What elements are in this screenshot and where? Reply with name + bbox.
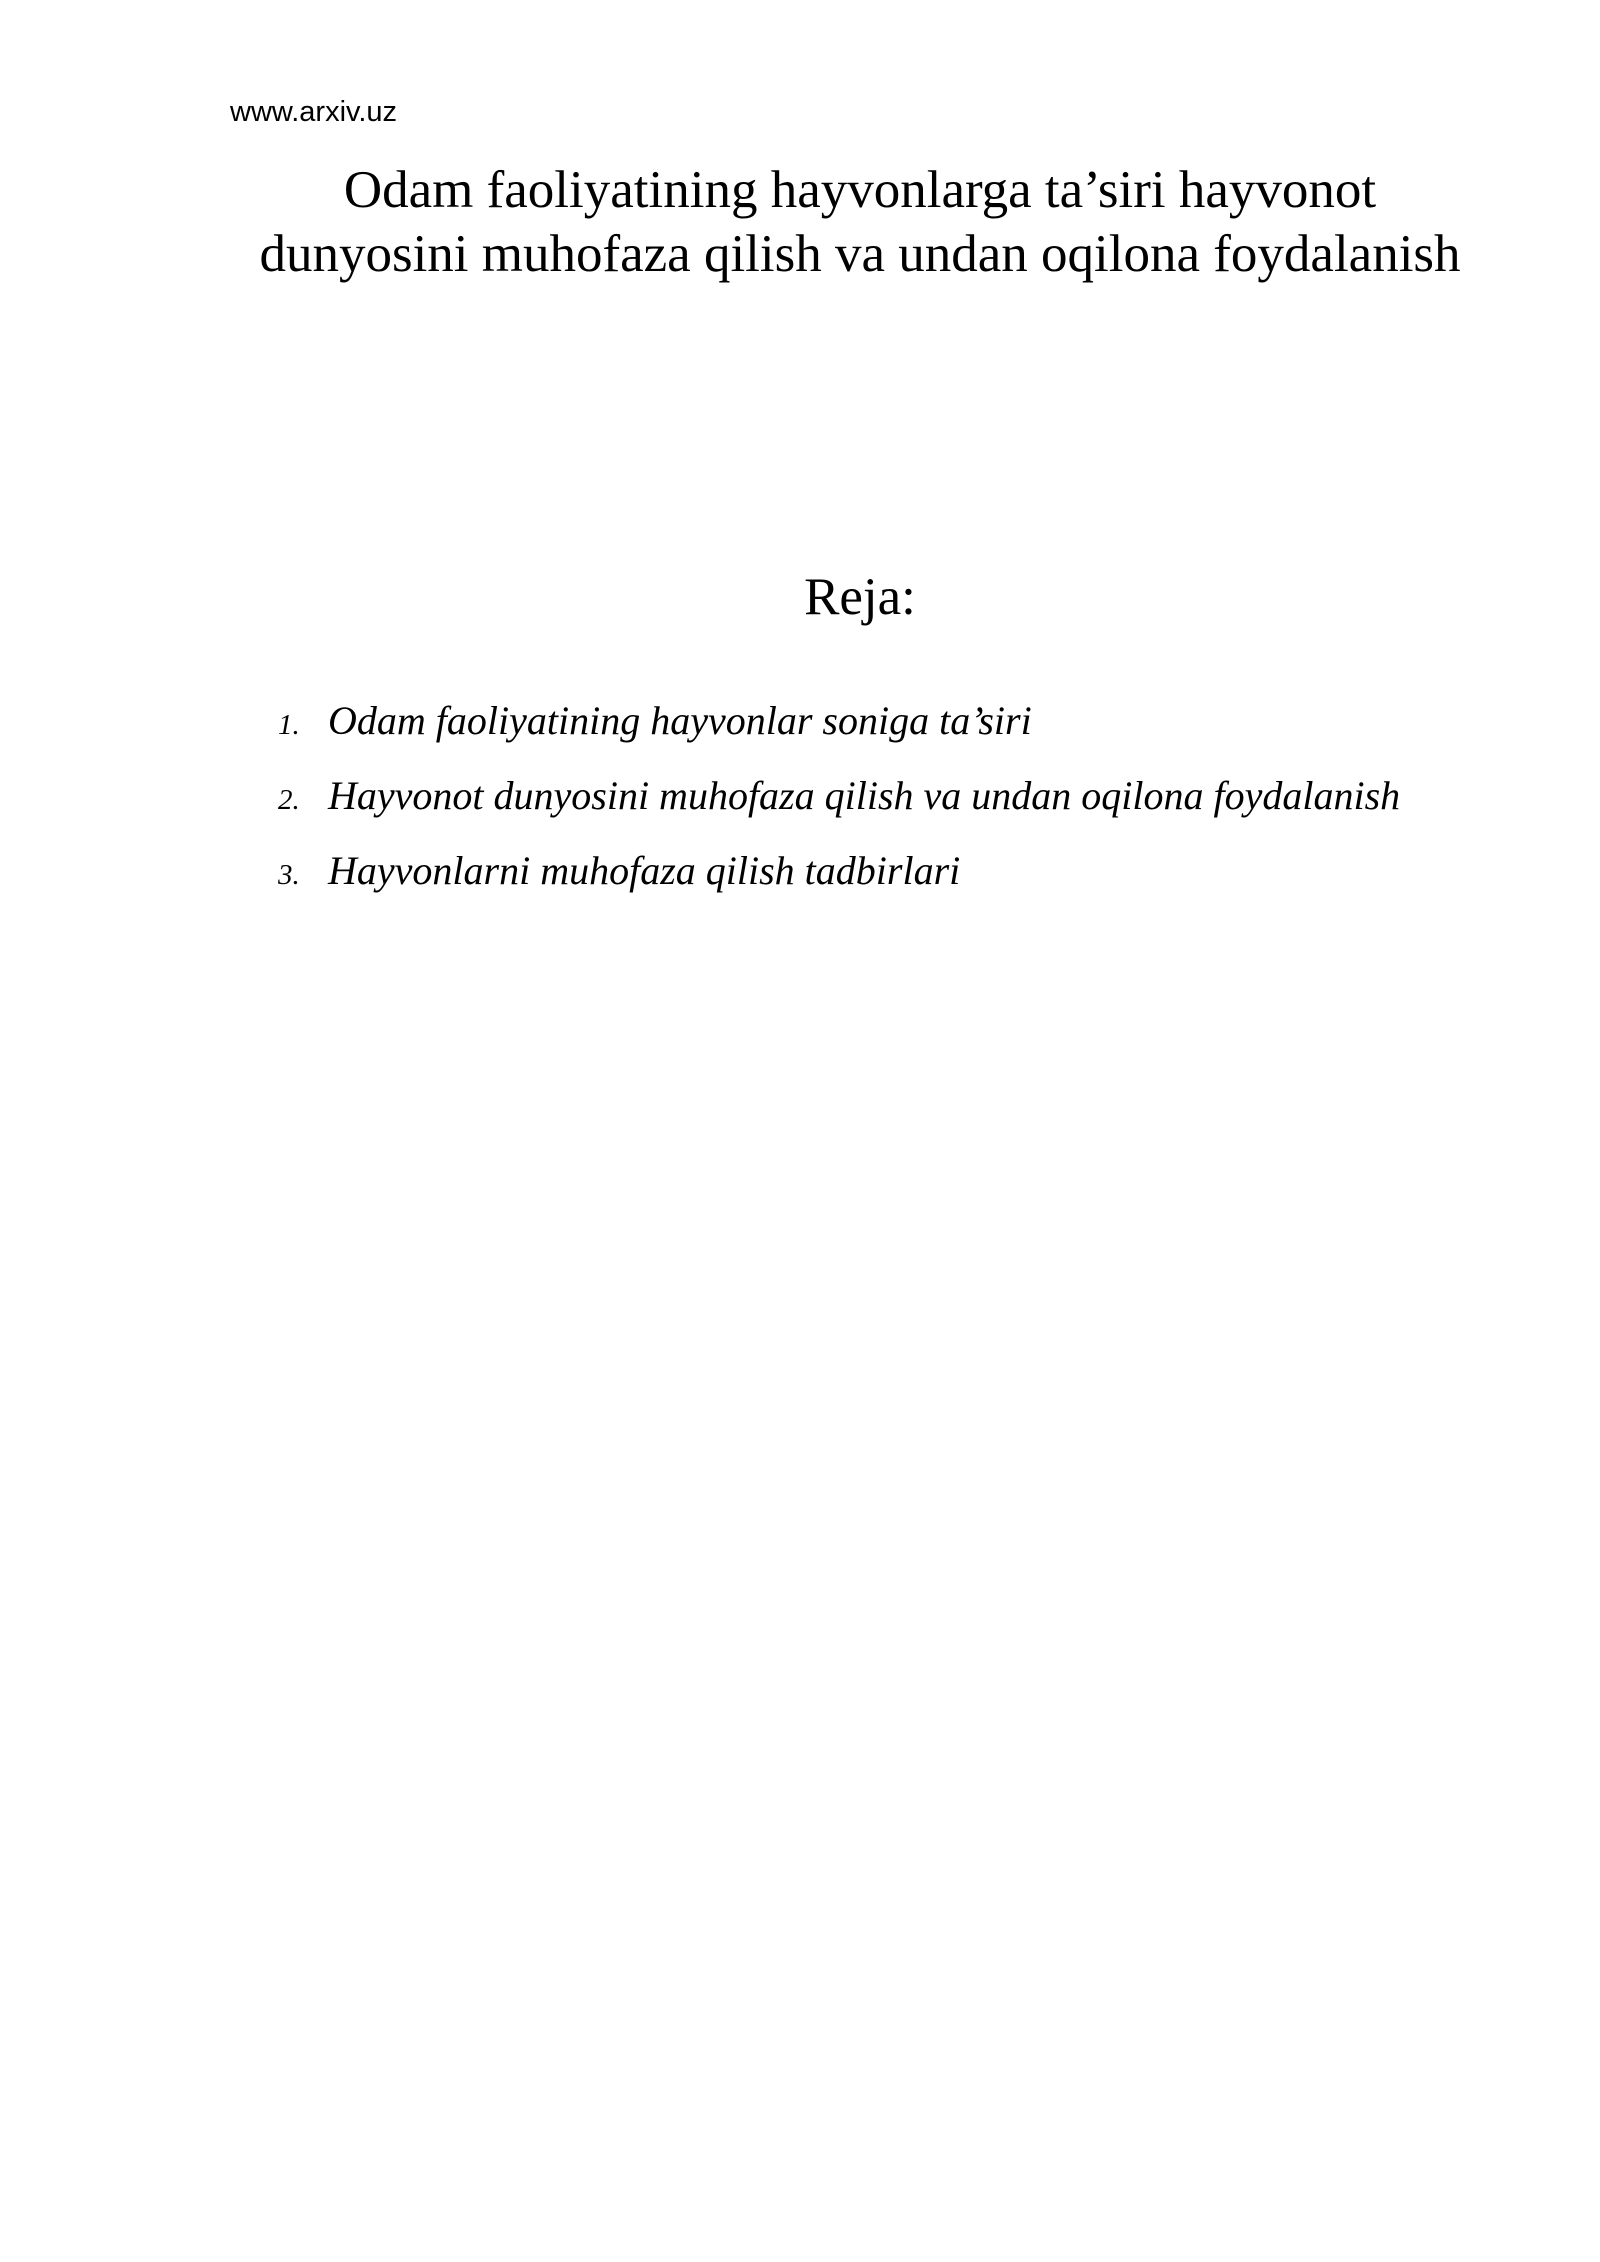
plan-item-text: Hayvonlarni muhofaza qilish tadbirlari (328, 848, 961, 893)
site-url: www.arxiv.uz (230, 96, 398, 128)
plan-item (278, 847, 1400, 922)
document-title: Odam faoliyatining hayvonlarga ta’siri hayvonot dunyosini muhofaza qilish va undan oqilona foydalanish (259, 161, 1461, 283)
plan-item-text: Odam faoliyatining hayvonlar soniga ta’siri (328, 698, 1032, 743)
plan-list (278, 697, 1400, 922)
plan-item (278, 697, 1400, 772)
plan-item (278, 772, 1400, 847)
plan-item-number: 3. (278, 859, 300, 891)
plan-item-number: 1. (278, 709, 300, 741)
plan-item-text: Hayvonot dunyosini muhofaza qilish va undan oqilona foydalanish (328, 773, 1401, 818)
plan-heading: Reja: (804, 568, 916, 626)
plan-item-number: 2. (278, 784, 300, 816)
